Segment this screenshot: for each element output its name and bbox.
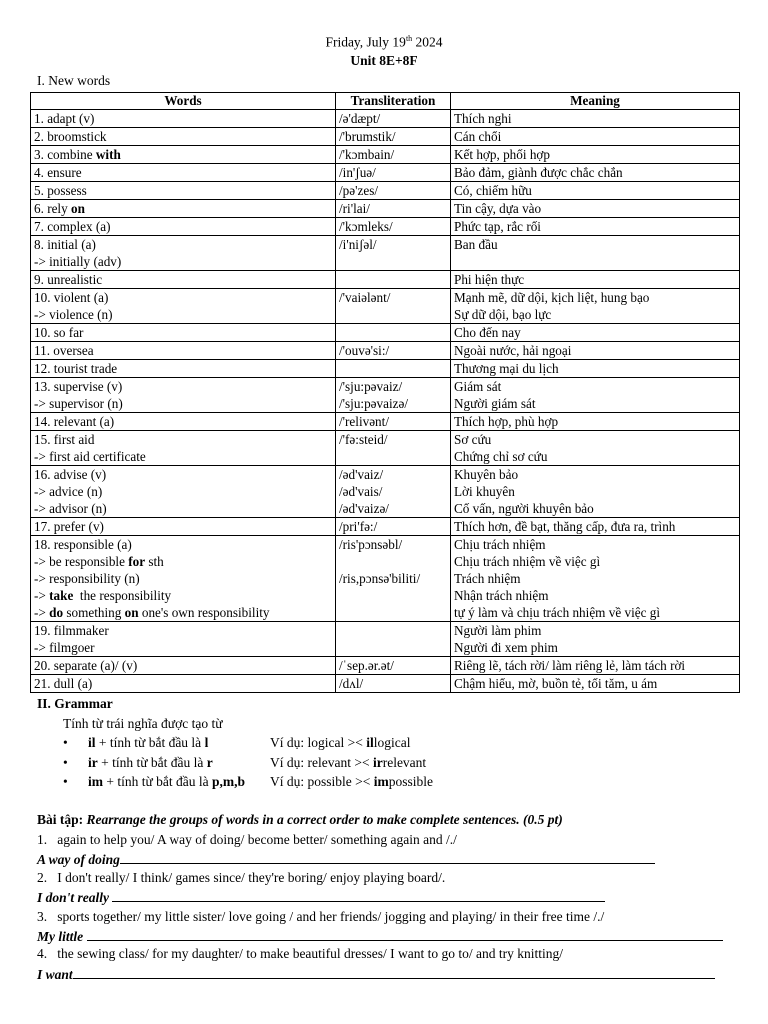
meaning-line: Thích hợp, phù hợp (454, 414, 559, 429)
word-line (34, 200, 332, 217)
date-year: 2024 (412, 34, 443, 50)
table-row (31, 378, 740, 413)
meaning-line: Chậm hiểu, mờ, buồn tẻ, tối tăm, u ám (454, 676, 658, 691)
word-part: 2. broomstick (34, 129, 107, 144)
table-row (31, 675, 740, 693)
answer-line[interactable] (37, 851, 655, 868)
table-row (31, 236, 740, 271)
meaning-line: Chịu trách nhiệm về việc gì (454, 554, 601, 569)
word-line (34, 218, 332, 235)
meaning-line: Thích nghi (454, 111, 512, 126)
table-row (31, 536, 740, 622)
cell-words (31, 431, 336, 466)
word-part: one's own responsibility (138, 605, 270, 620)
meaning-line: Ngoài nước, hải ngoại (454, 343, 572, 358)
word-part: 3. combine (34, 147, 96, 162)
transliteration-line: /dʌl/ (339, 676, 364, 691)
meaning-line: tự ý làm và chịu trách nhiệm về việc gì (454, 605, 660, 620)
word-part: 17. prefer (v) (34, 519, 104, 534)
cell-meaning (451, 271, 740, 289)
meaning-line: Cán chổi (454, 129, 502, 144)
word-part: 16. advise (v) (34, 467, 107, 482)
cell-words (31, 164, 336, 182)
word-part: 21. dull (a) (34, 676, 93, 691)
word-part: the responsibility (73, 588, 172, 603)
cell-transliteration (336, 164, 451, 182)
cell-words (31, 289, 336, 324)
cell-words (31, 218, 336, 236)
transliteration-line: /'vaiələnt/ (339, 290, 391, 305)
example-prefix: im (373, 774, 389, 789)
grammar-intro: Tính từ trái nghĩa được tạo từ (63, 716, 223, 731)
rule-text: + tính từ bắt đầu là (97, 755, 207, 770)
word-part: -> first aid certificate (34, 449, 146, 464)
vocabulary-table-body (31, 110, 740, 693)
word-part: -> responsibility (n) (34, 571, 140, 586)
word-line (34, 236, 332, 253)
meaning-line: Người đi xem phim (454, 640, 558, 655)
meaning-line: Kết hợp, phối hợp (454, 147, 550, 162)
cell-transliteration (336, 657, 451, 675)
cell-meaning (451, 200, 740, 218)
meaning-line: Thương mại du lịch (454, 361, 559, 376)
transliteration-line: /ˈsep.ər.ət/ (339, 658, 394, 673)
transliteration-line (339, 324, 447, 341)
cell-transliteration (336, 110, 451, 128)
cell-meaning (451, 146, 740, 164)
header-meaning: Meaning (451, 93, 740, 110)
word-line (34, 536, 332, 553)
exercise-question (37, 870, 445, 886)
cell-transliteration (336, 413, 451, 431)
section-new-words-title: I. New words (37, 73, 111, 88)
cell-transliteration (336, 466, 451, 518)
word-part: -> (34, 588, 50, 603)
answer-blank[interactable] (120, 851, 655, 864)
answer-line[interactable] (37, 966, 715, 983)
cell-meaning (451, 360, 740, 378)
word-part: 10. violent (a) (34, 290, 109, 305)
word-part: sth (145, 554, 164, 569)
word-part: -> advice (n) (34, 484, 103, 499)
cell-meaning (451, 675, 740, 693)
word-part: something (63, 605, 125, 620)
cell-transliteration (336, 518, 451, 536)
answer-line[interactable] (37, 928, 723, 945)
word-part: -> violence (n) (34, 307, 113, 322)
example-text: Ví dụ: logical >< (270, 735, 367, 750)
meaning-line: Giám sát (454, 379, 502, 394)
word-part: 12. tourist trade (34, 361, 118, 376)
rule-text: + tính từ bắt đầu là (95, 735, 205, 750)
cell-transliteration (336, 622, 451, 657)
cell-meaning (451, 164, 740, 182)
table-row (31, 164, 740, 182)
word-line (34, 431, 332, 448)
word-part: 8. initial (a) (34, 237, 96, 252)
bullet-icon: • (63, 774, 68, 789)
rule-formula (88, 774, 245, 790)
word-line (34, 378, 332, 395)
example-prefix: il (366, 735, 374, 750)
answer-start: I want (37, 967, 73, 982)
transliteration-line: /ris'pɔnsəbl/ (339, 537, 403, 552)
transliteration-line: /'ouvə'si:/ (339, 343, 390, 358)
word-part: 20. separate (a)/ (v) (34, 658, 138, 673)
table-row (31, 413, 740, 431)
cell-meaning (451, 536, 740, 622)
table-row (31, 200, 740, 218)
cell-transliteration (336, 378, 451, 413)
meaning-line: Sự dữ dội, bạo lực (454, 307, 552, 322)
word-part: -> initially (adv) (34, 254, 122, 269)
rule-prefix: ir (88, 755, 98, 770)
cell-transliteration (336, 236, 451, 271)
cell-transliteration (336, 675, 451, 693)
cell-words (31, 200, 336, 218)
cell-transliteration (336, 431, 451, 466)
transliteration-line: /ri'lai/ (339, 201, 370, 216)
word-line (34, 657, 332, 674)
table-row (31, 518, 740, 536)
meaning-line: Lời khuyên (454, 484, 515, 499)
meaning-line: Chứng chỉ sơ cứu (454, 449, 548, 464)
cell-words (31, 536, 336, 622)
transliteration-line: /'kɔmleks/ (339, 219, 393, 234)
meaning-line: Cho đến nay (454, 325, 521, 340)
rule-example (270, 735, 410, 751)
word-line (34, 483, 332, 500)
transliteration-line: /əd'vais/ (339, 484, 383, 499)
word-part: 14. relevant (a) (34, 414, 115, 429)
transliteration-line: /ris,pɔnsə'biliti/ (339, 571, 421, 586)
word-line (34, 128, 332, 145)
cell-transliteration (336, 536, 451, 622)
transliteration-line: /'sju:pəvaizə/ (339, 396, 409, 411)
cell-meaning (451, 342, 740, 360)
cell-transliteration (336, 271, 451, 289)
word-part: -> be responsible (34, 554, 129, 569)
word-line (34, 360, 332, 377)
cell-transliteration (336, 182, 451, 200)
word-line (34, 553, 332, 570)
example-rest: possible (388, 774, 433, 789)
answer-line[interactable] (37, 889, 605, 906)
cell-transliteration (336, 128, 451, 146)
meaning-line: Phi hiện thực (454, 272, 525, 287)
question-text: the sewing class/ for my daughter/ to make beautiful dresses/ I want to go to/ and try knitting/ (57, 946, 564, 961)
question-text: sports together/ my little sister/ love going / and her friends/ jogging and playing/ in their free time /./ (57, 909, 605, 924)
word-part: 5. possess (34, 183, 87, 198)
cell-words (31, 466, 336, 518)
rule-letters: p,m,b (212, 774, 246, 789)
question-number: 2. (37, 870, 48, 885)
meaning-line: Khuyên bảo (454, 467, 519, 482)
cell-meaning (451, 218, 740, 236)
exercise-question (37, 946, 563, 962)
exercise-instruction: Rearrange the groups of words in a correct order to make complete sentences. (0.5 pt) (83, 812, 563, 827)
word-part: -> filmgoer (34, 640, 95, 655)
cell-meaning (451, 378, 740, 413)
cell-words (31, 413, 336, 431)
rule-text: + tính từ bắt đầu là (103, 774, 213, 789)
answer-start: My little (37, 929, 87, 944)
cell-meaning (451, 110, 740, 128)
date-line (0, 34, 768, 51)
header-words: Words (31, 93, 336, 110)
word-line (34, 306, 332, 323)
cell-transliteration (336, 342, 451, 360)
cell-meaning (451, 622, 740, 657)
table-row (31, 146, 740, 164)
word-part: 6. rely (34, 201, 71, 216)
example-rest: logical (373, 735, 411, 750)
table-row (31, 289, 740, 324)
table-row (31, 182, 740, 200)
word-line (34, 395, 332, 412)
meaning-line: Tin cậy, dựa vào (454, 201, 542, 216)
word-line (34, 518, 332, 535)
cell-meaning (451, 324, 740, 342)
cell-transliteration (336, 289, 451, 324)
cell-meaning (451, 518, 740, 536)
date-prefix: Friday, July 19 (325, 34, 406, 50)
transliteration-line: /əd'vaiz/ (339, 467, 384, 482)
meaning-line: Có, chiếm hữu (454, 183, 532, 198)
table-header-row (31, 93, 740, 110)
example-text: Ví dụ: possible >< (270, 774, 374, 789)
transliteration-line (339, 604, 447, 621)
meaning-line: Ban đầu (454, 237, 498, 252)
cell-transliteration (336, 360, 451, 378)
table-row (31, 622, 740, 657)
exercise-question (37, 832, 457, 848)
cell-words (31, 378, 336, 413)
word-line (34, 324, 332, 341)
cell-meaning (451, 657, 740, 675)
cell-words (31, 657, 336, 675)
cell-words (31, 342, 336, 360)
rule-prefix: im (88, 774, 103, 789)
meaning-line: Mạnh mẽ, dữ dội, kịch liệt, hung bạo (454, 290, 650, 305)
cell-meaning (451, 289, 740, 324)
transliteration-line (339, 622, 447, 639)
word-line (34, 570, 332, 587)
answer-blank[interactable] (73, 966, 715, 979)
cell-transliteration (336, 146, 451, 164)
rule-letters: l (204, 735, 209, 750)
word-line (34, 500, 332, 517)
table-row (31, 657, 740, 675)
word-part: 10. so far (34, 325, 84, 340)
cell-words (31, 324, 336, 342)
bullet-icon: • (63, 735, 68, 750)
table-row (31, 128, 740, 146)
meaning-line: Phức tạp, rắc rối (454, 219, 541, 234)
word-line (34, 448, 332, 465)
cell-meaning (451, 413, 740, 431)
cell-words (31, 236, 336, 271)
table-row (31, 342, 740, 360)
transliteration-line (339, 360, 447, 377)
answer-start: A way of doing (37, 852, 120, 867)
word-line (34, 639, 332, 656)
question-number: 3. (37, 909, 48, 924)
vocabulary-table (30, 92, 740, 693)
rule-example (270, 755, 426, 771)
meaning-line: Cố vấn, người khuyên bảo (454, 501, 594, 516)
section-grammar-title: II. Grammar (37, 696, 113, 711)
transliteration-line: /'sju:pəvaiz/ (339, 379, 403, 394)
word-line (34, 342, 332, 359)
transliteration-line (339, 553, 447, 570)
question-text: I don't really/ I think/ games since/ they're boring/ enjoy playing board/. (57, 870, 446, 885)
transliteration-line: /i'niʃəl/ (339, 237, 377, 252)
word-bold-part: take (49, 588, 74, 603)
cell-meaning (451, 466, 740, 518)
word-line (34, 289, 332, 306)
table-row (31, 431, 740, 466)
exercise-label: Bài tập: (37, 812, 84, 827)
cell-words (31, 110, 336, 128)
answer-blank[interactable] (87, 928, 723, 941)
header-transliteration: Transliteration (336, 93, 451, 110)
rule-formula (88, 755, 213, 771)
word-bold-part: with (95, 147, 121, 162)
word-line (34, 146, 332, 163)
cell-transliteration (336, 218, 451, 236)
answer-start: I don't really (37, 890, 113, 905)
cell-meaning (451, 236, 740, 271)
transliteration-line: /pə'zes/ (339, 183, 378, 198)
exercise-question (37, 909, 604, 925)
word-line (34, 622, 332, 639)
cell-transliteration (336, 324, 451, 342)
rule-letters: r (206, 755, 213, 770)
cell-transliteration (336, 200, 451, 218)
example-text: Ví dụ: relevant >< (270, 755, 373, 770)
word-line (34, 110, 332, 127)
bullet-icon: • (63, 755, 68, 770)
answer-blank[interactable] (112, 889, 605, 902)
meaning-line: Trách nhiệm (454, 571, 521, 586)
word-part: -> advisor (n) (34, 501, 107, 516)
word-line (34, 182, 332, 199)
word-line (34, 587, 332, 604)
meaning-line: Riêng lẽ, tách rời/ làm riêng lẻ, làm tách rời (454, 658, 686, 673)
example-rest: relevant (382, 755, 427, 770)
cell-words (31, 128, 336, 146)
rule-example (270, 774, 433, 790)
transliteration-line: /in'ʃuə/ (339, 165, 376, 180)
cell-words (31, 675, 336, 693)
word-part: 19. filmmaker (34, 623, 109, 638)
meaning-line: Sơ cứu (454, 432, 492, 447)
transliteration-line: /'relivənt/ (339, 414, 389, 429)
word-line (34, 164, 332, 181)
cell-words (31, 182, 336, 200)
question-number: 1. (37, 832, 48, 847)
table-row (31, 110, 740, 128)
word-part: 9. unrealistic (34, 272, 103, 287)
word-bold-part: on (71, 201, 85, 216)
meaning-line: Người giám sát (454, 396, 536, 411)
word-line (34, 675, 332, 692)
transliteration-line: /pri'fə:/ (339, 519, 378, 534)
rule-prefix: il (88, 735, 96, 750)
question-text: again to help you/ A way of doing/ become better/ something again and /./ (57, 832, 457, 847)
word-part: 7. complex (a) (34, 219, 111, 234)
word-part: 11. oversea (34, 343, 94, 358)
meaning-line: Người làm phim (454, 623, 542, 638)
meaning-line: Bảo đảm, giành được chắc chắn (454, 165, 623, 180)
word-line (34, 271, 332, 288)
transliteration-line: /'fə:steid/ (339, 432, 388, 447)
transliteration-line (339, 587, 447, 604)
meaning-line: Nhận trách nhiệm (454, 588, 549, 603)
cell-words (31, 518, 336, 536)
cell-words (31, 271, 336, 289)
word-part: -> supervisor (n) (34, 396, 123, 411)
word-line (34, 253, 332, 270)
word-bold-part: on (124, 605, 139, 620)
word-line (34, 466, 332, 483)
meaning-line: Thích hơn, đề bạt, thăng cấp, đưa ra, trình (454, 519, 676, 534)
table-row (31, 360, 740, 378)
table-row (31, 271, 740, 289)
cell-words (31, 360, 336, 378)
word-bold-part: for (128, 554, 146, 569)
word-part: 18. responsible (a) (34, 537, 132, 552)
word-bold-part: do (49, 605, 64, 620)
word-part: 4. ensure (34, 165, 82, 180)
word-line (34, 604, 332, 621)
table-row (31, 218, 740, 236)
transliteration-line: /'kɔmbain/ (339, 147, 395, 162)
table-row (31, 324, 740, 342)
table-row (31, 466, 740, 518)
word-part: 1. adapt (v) (34, 111, 95, 126)
word-part: 15. first aid (34, 432, 95, 447)
question-number: 4. (37, 946, 48, 961)
rule-formula (88, 735, 208, 751)
cell-words (31, 622, 336, 657)
example-prefix: ir (372, 755, 383, 770)
transliteration-line: /əd'vaizə/ (339, 501, 389, 516)
unit-title: Unit 8E+8F (350, 53, 418, 68)
word-part: 13. supervise (v) (34, 379, 123, 394)
meaning-line: Chịu trách nhiệm (454, 537, 546, 552)
word-line (34, 413, 332, 430)
transliteration-line (339, 271, 447, 288)
date-superscript: th (405, 34, 413, 43)
cell-meaning (451, 431, 740, 466)
transliteration-line: /ə'dæpt/ (339, 111, 381, 126)
word-part: -> (34, 605, 50, 620)
cell-words (31, 146, 336, 164)
cell-meaning (451, 128, 740, 146)
exercise-title (37, 812, 563, 828)
transliteration-line: /'brumstik/ (339, 129, 396, 144)
cell-meaning (451, 182, 740, 200)
